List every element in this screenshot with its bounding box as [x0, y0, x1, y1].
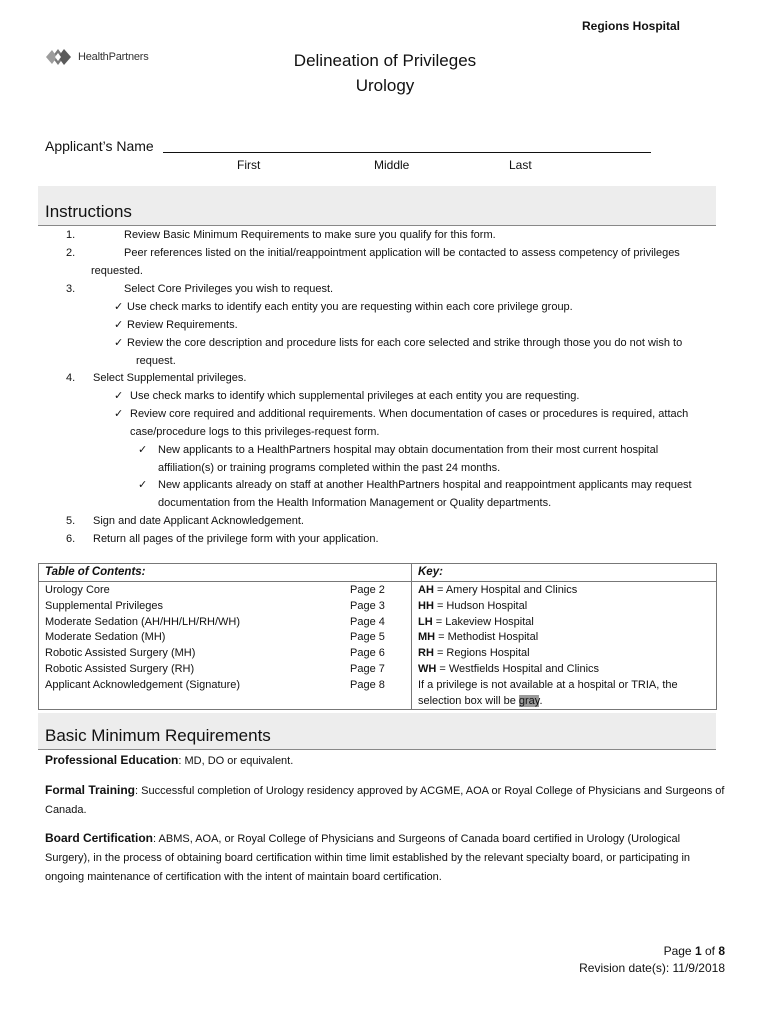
instruction-text: Sign and date Applicant Acknowledgement.: [93, 515, 304, 527]
page-label: Page: [663, 944, 695, 958]
toc-item: Applicant Acknowledgement (Signature): [45, 678, 241, 691]
key-note-line-2: [418, 694, 678, 710]
education-label: Professional Education: [45, 753, 179, 767]
key-item: [418, 599, 678, 615]
instruction-text: Review Basic Minimum Requirements to make sure you qualify for this form.: [124, 229, 496, 241]
check-icon: ✓: [114, 337, 124, 349]
table-divider: [411, 563, 412, 710]
toc-page: Page 2: [350, 584, 385, 596]
toc-item: Robotic Assisted Surgery (MH): [45, 647, 196, 660]
professional-education: [45, 751, 725, 771]
instruction-text-cont: requested.: [91, 265, 143, 277]
instruction-number: 1.: [66, 229, 76, 241]
board-text: : ABMS, AOA, or Royal College of Physicians and Surgeons of Canada board certified in Urology (Urological Surgery), in the process of obtaining board certification within time limit established by the relevant specialty board, or participating in ongoing maintenance of certification with the intent of maintain board certification.: [45, 833, 691, 883]
sub-instruction: Review core required and additional requirements. When documentation of cases or procedures is required, attach: [130, 408, 689, 420]
first-name-label: First: [237, 158, 261, 172]
instruction-number: 2.: [66, 247, 76, 259]
revision-date: Revision date(s): 11/9/2018: [579, 961, 725, 975]
requirements-heading: Basic Minimum Requirements: [38, 713, 716, 750]
education-text: : MD, DO or equivalent.: [178, 755, 294, 767]
toc-page: Page 5: [350, 631, 385, 644]
instruction-text: Return all pages of the privilege form with your application.: [93, 533, 379, 545]
instruction-text: Select Core Privileges you wish to request.: [124, 283, 334, 295]
key-item: [418, 630, 678, 646]
key-code: HH: [418, 599, 434, 612]
applicant-name-field[interactable]: [163, 152, 651, 153]
sub-instruction: Use check marks to identify each entity you are requesting within each core privilege group.: [127, 301, 573, 313]
key-desc: = Regions Hospital: [433, 647, 530, 660]
key-note-text: selection box will be: [418, 694, 519, 707]
key-code: AH: [418, 584, 434, 596]
title-line-2: Urology: [355, 76, 415, 95]
toc-item: Moderate Sedation (AH/HH/LH/RH/WH): [45, 615, 241, 628]
toc-page: Page 4: [350, 615, 385, 628]
toc-item: Robotic Assisted Surgery (RH): [45, 662, 195, 675]
toc-pages: [350, 583, 385, 694]
sub-instruction: Use check marks to identify which supplemental privileges at each entity you are requesting.: [130, 390, 580, 402]
sub-sub-instruction-cont: documentation from the Health Information Management or Quality departments.: [158, 497, 552, 509]
key-list: [418, 583, 678, 709]
key-item: [418, 662, 678, 678]
key-desc: = Methodist Hospital: [435, 631, 539, 644]
key-code: WH: [418, 662, 437, 675]
toc-list: [45, 583, 240, 694]
applicant-name-label: Applicant’s Name: [45, 138, 154, 154]
key-note-end: .: [539, 694, 543, 707]
training-label: Formal Training: [45, 783, 136, 797]
logo-text: HealthPartners: [78, 51, 149, 63]
middle-name-label: Middle: [374, 158, 410, 172]
check-icon: ✓: [114, 301, 124, 313]
check-icon: ✓: [138, 479, 148, 491]
key-desc: = Westfields Hospital and Clinics: [436, 662, 600, 675]
title-line-1: Delineation of Privileges: [293, 51, 477, 70]
page-number: [664, 944, 725, 958]
key-desc: = Lakeview Hospital: [432, 615, 534, 628]
last-name-label: Last: [509, 158, 532, 172]
toc-page: Page 7: [350, 662, 385, 675]
instruction-text: Select Supplemental privileges.: [93, 372, 247, 384]
hospital-name: Regions Hospital: [581, 19, 680, 33]
instruction-number: 3.: [66, 283, 76, 295]
toc-item: Supplemental Privileges: [45, 599, 164, 612]
sub-sub-instruction: New applicants already on staff at another HealthPartners hospital and reappointment applicants may request: [158, 479, 692, 491]
instruction-text: Peer references listed on the initial/reappointment application will be contacted to assess competency of privileges: [124, 247, 680, 259]
key-item: [418, 583, 678, 599]
key-item: [418, 615, 678, 631]
toc-item: Urology Core: [45, 584, 110, 596]
toc-page: Page 8: [350, 678, 385, 691]
check-icon: ✓: [114, 319, 124, 331]
training-text: : Successful completion of Urology residency approved by ACGME, AOA or Royal College of Physicians and Surgeons of Canada.: [45, 785, 725, 816]
board-certification: [45, 829, 725, 887]
sub-instruction-cont: request.: [136, 355, 176, 367]
page-of: of: [701, 944, 719, 958]
instructions-heading: Instructions: [38, 186, 716, 226]
toc-item: Moderate Sedation (MH): [45, 631, 166, 644]
key-desc: = Amery Hospital and Clinics: [433, 584, 578, 596]
sub-instruction: Review the core description and procedure lists for each core selected and strike through those you do not wish to: [127, 337, 683, 349]
sub-sub-instruction-cont: affiliation(s) or training programs completed within the past 24 months.: [158, 462, 501, 474]
instruction-number: 5.: [66, 515, 76, 527]
key-note: If a privilege is not available at a hospital or TRIA, the: [418, 678, 678, 691]
key-desc: = Hudson Hospital: [433, 599, 528, 612]
toc-heading: Table of Contents:: [45, 566, 146, 578]
instruction-number: 4.: [66, 372, 76, 384]
key-item: [418, 646, 678, 662]
toc-page: Page 3: [350, 599, 385, 612]
document-title: [0, 48, 770, 98]
total-pages: 8: [718, 944, 725, 958]
key-heading: Key:: [418, 566, 443, 578]
check-icon: ✓: [114, 408, 124, 420]
current-page: 1: [694, 944, 702, 958]
key-code: MH: [418, 631, 436, 644]
sub-instruction-cont: case/procedure logs to this privileges-request form.: [130, 426, 380, 438]
sub-instruction: Review Requirements.: [127, 319, 238, 331]
formal-training: [45, 781, 725, 820]
board-label: Board Certification: [45, 831, 154, 845]
toc-page: Page 6: [350, 647, 385, 660]
key-code: RH: [418, 647, 434, 660]
sub-sub-instruction: New applicants to a HealthPartners hospital may obtain documentation from their most current hospital: [158, 444, 659, 456]
gray-swatch: gray: [518, 694, 540, 707]
instruction-number: 6.: [66, 533, 76, 545]
table-header-rule: [38, 581, 717, 582]
check-icon: ✓: [138, 444, 148, 456]
check-icon: ✓: [114, 390, 124, 402]
key-code: LH: [418, 615, 433, 628]
